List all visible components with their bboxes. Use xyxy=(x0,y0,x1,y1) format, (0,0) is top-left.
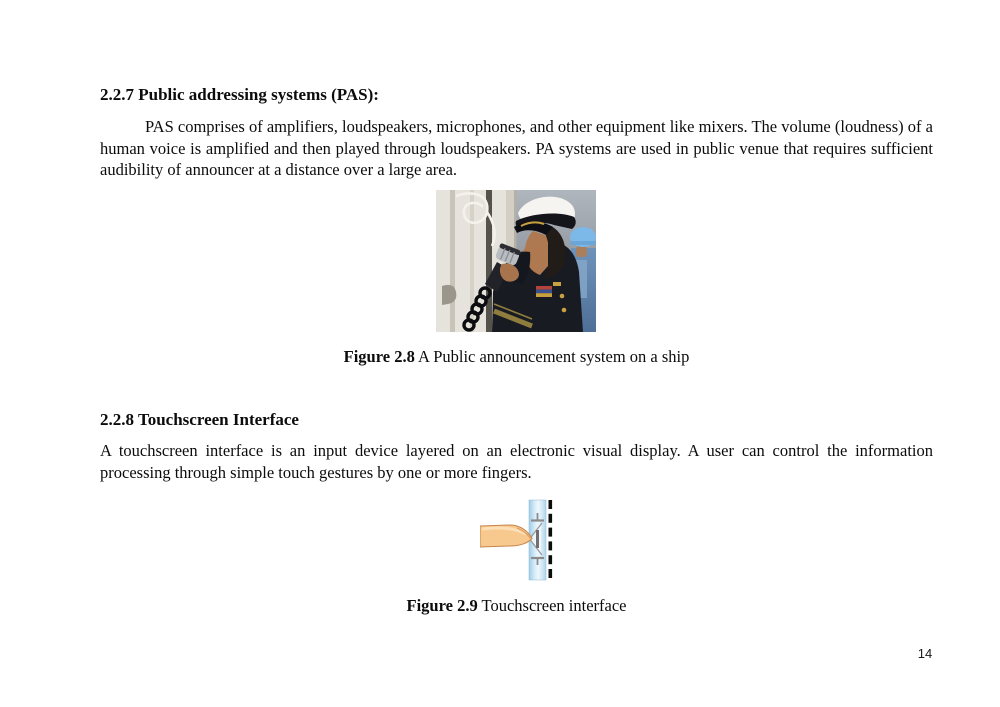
section-heading-2-2-8: 2.2.8 Touchscreen Interface xyxy=(100,410,299,429)
page-number: 14 xyxy=(917,646,933,661)
figure-2-9-caption-text: Touchscreen interface xyxy=(477,596,627,615)
ship-pa-photo xyxy=(436,190,596,332)
finger xyxy=(480,525,532,547)
figure-2-8-caption xyxy=(100,347,933,367)
figure-2-8-label: Figure 2.8 xyxy=(343,347,415,366)
figure-2-9-label: Figure 2.9 xyxy=(406,596,478,615)
figure-2-9-image xyxy=(480,499,556,581)
section-paragraph-2-2-8: A touchscreen interface is an input device layered on an electronic visual display. A user can control the information processing through simple touch gestures by one or more fingers. xyxy=(100,441,933,482)
figure-2-8-image xyxy=(436,190,596,332)
sensor-dash-strip xyxy=(549,500,553,578)
touchscreen-diagram xyxy=(480,499,556,581)
section-heading-2-2-7: 2.2.7 Public addressing systems (PAS): xyxy=(100,85,379,104)
section-paragraph-2-2-7: PAS comprises of amplifiers, loudspeakers, microphones, and other equipment like mixers. The volume (loudness) of a human voice is amplified and then played through loudspeakers. PA systems are used in public venue that requires sufficient audibility of announcer at a distance over a large area. xyxy=(100,117,933,180)
figure-2-8-caption-text: A Public announcement system on a ship xyxy=(414,347,690,366)
figure-2-9-caption xyxy=(100,596,933,616)
